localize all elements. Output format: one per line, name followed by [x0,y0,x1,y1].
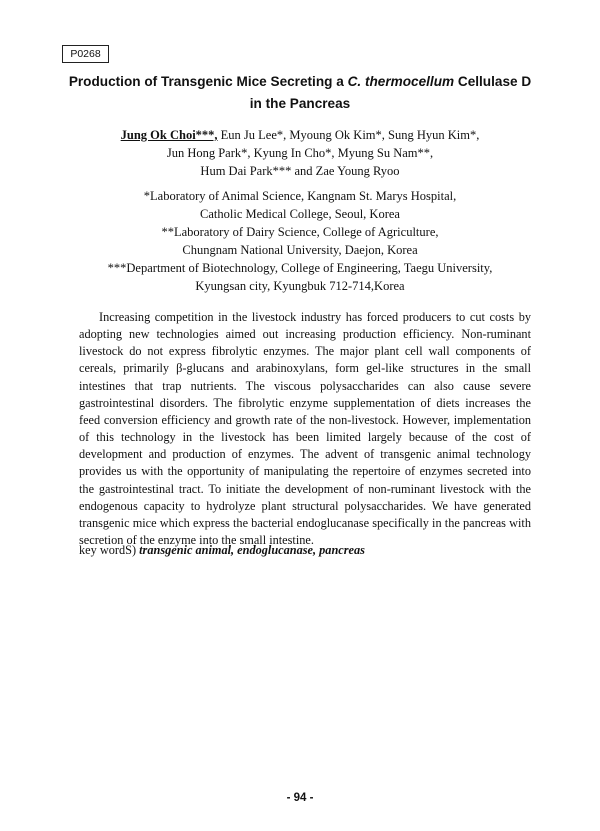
author-line-1 [60,126,540,144]
affiliations [60,187,540,295]
title-species: C. thermocellum [347,74,455,89]
author-line-1-rest: Eun Ju Lee*, Myoung Ok Kim*, Sung Hyun Kim*, [220,128,480,142]
title-line-1 [60,71,540,93]
affiliation-line: ***Department of Biotechnology, College of Engineering, Taegu University, [107,261,493,275]
title-line-2: in the Pancreas [249,96,351,111]
affiliation-line: **Laboratory of Dairy Science, College of Agriculture, [161,225,439,239]
paper-title [60,71,540,115]
paper-code: P0268 [70,48,101,60]
author-line-3: Hum Dai Park*** and Zae Young Ryoo [200,164,400,178]
keywords [79,542,531,559]
title-part-1: Production of Transgenic Mice Secreting a [68,74,344,89]
keywords-label: key wordS) [79,543,137,557]
title-part-2: Cellulase D [457,74,532,89]
affiliation-line: Kyungsan city, Kyungbuk 712-714,Korea [195,279,405,293]
keywords-terms: transgenic animal, endoglucanase, pancreas [139,543,365,557]
author-list [60,126,540,180]
affiliation-line: Chungnam National University, Daejon, Korea [182,243,418,257]
lead-author: Jung Ok Choi***, [120,128,218,142]
affiliation-line: *Laboratory of Animal Science, Kangnam St. Marys Hospital, [143,189,457,203]
abstract-paragraph: Increasing competition in the livestock industry has forced producers to cut costs by adopting new technologies aimed out increasing production efficiency. Non-ruminant livestock do not express fibrolytic enzymes. The major plant cell wall components of cereals, primarily β-glucans and arabinoxylans, form gel-like structures in the small intestines that trap nutrients. The viscous polysaccharides can also cause severe gastrointestinal disorders. The fibrolytic enzyme supplementation of diets increases the feed conversion efficiency and growth rate of the non-livestock. However, implementation of this technology in the livestock has been limited largely because of the cost of development and production of enzymes. The advent of transgenic animal technology provides us with the opportunity of manipulating the repertoire of enzymes secreted into the gastrointestinal tract. To initiate the development of non-ruminant livestock with the endogenous capacity to hydrolyze plant structural polysaccharides. We have generated transgenic mice which express the bacterial endoglucanase specifically in the pancreas with secretion of the enzyme into the small intestine. [79,310,531,548]
paper-code-box [62,45,109,63]
author-line-2: Jun Hong Park*, Kyung In Cho*, Myung Su Nam**, [166,146,434,160]
affiliation-line: Catholic Medical College, Seoul, Korea [200,207,400,221]
page-number: - 94 - [286,792,314,804]
